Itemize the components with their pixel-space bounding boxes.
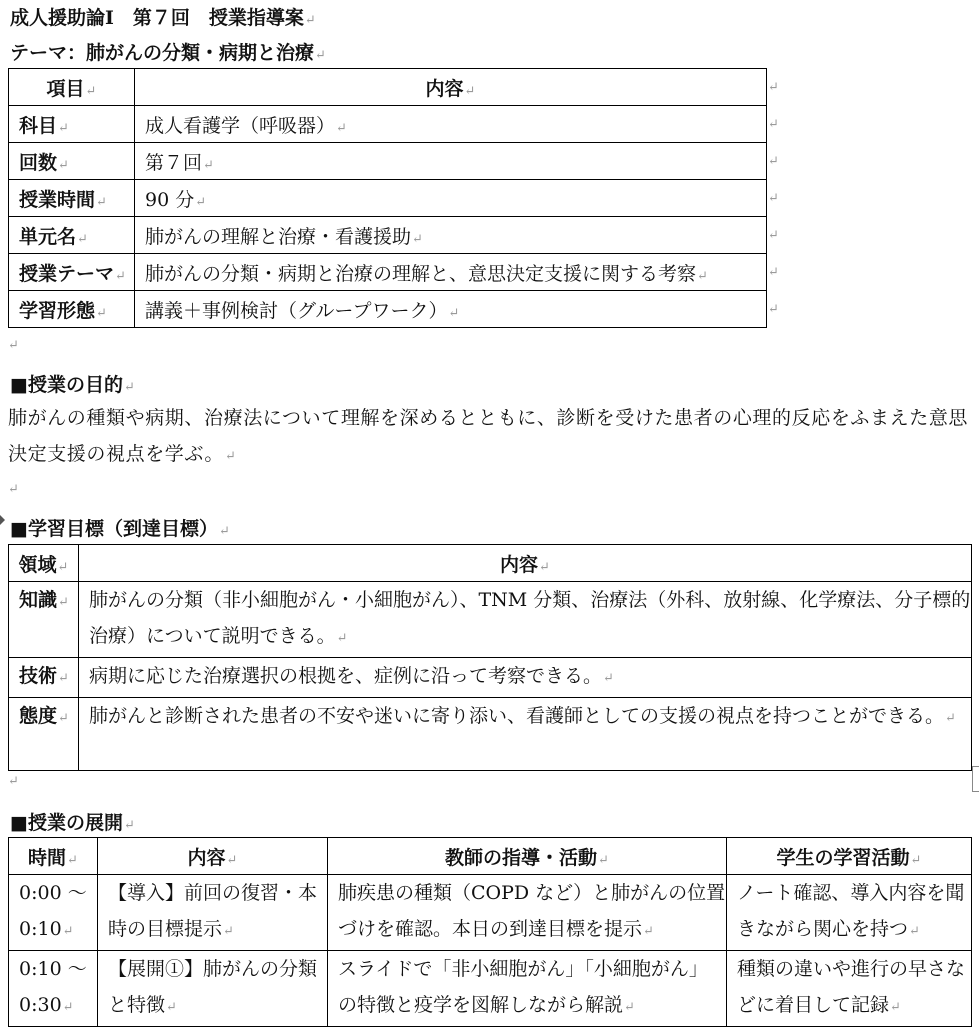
flow-table [8, 837, 972, 1027]
purpose-heading: ■授業の目的↵ [10, 374, 135, 396]
table-label-cell[interactable]: 科目↵ [9, 106, 135, 143]
table-anchor-icon[interactable] [0, 515, 5, 525]
empty-paragraph-mark: ↵ [8, 482, 19, 497]
table-header-row [9, 838, 972, 875]
table-value-cell[interactable]: 第７回↵ [135, 143, 767, 180]
empty-paragraph-mark: ↵ [8, 774, 19, 789]
table-label-cell[interactable]: 技術↵ [9, 658, 79, 698]
table-row [9, 254, 767, 291]
table-value-cell[interactable]: 講義＋事例検討（グループワーク）↵ [135, 291, 767, 328]
goals-heading: ■学習目標（到達目標）↵ [10, 518, 230, 540]
table-row [9, 658, 972, 698]
end-of-row-mark: ↵ [768, 228, 779, 243]
end-of-row-mark: ↵ [768, 154, 779, 169]
table-header-cell[interactable]: 教師の指導・活動↵ [328, 838, 727, 875]
table-label-cell[interactable]: 知識↵ [9, 582, 79, 658]
table-row [9, 698, 972, 771]
table-header-row [9, 69, 767, 106]
empty-paragraph-mark: ↵ [8, 338, 19, 353]
table-value-cell[interactable]: 肺がんの理解と治療・看護援助↵ [135, 217, 767, 254]
student-activity-cell[interactable]: ノート確認、導入内容を聞きながら関心を持つ↵ [727, 875, 972, 951]
table-resize-handle[interactable] [972, 766, 979, 792]
end-of-row-mark: ↵ [768, 191, 779, 206]
flow-heading: ■授業の展開↵ [10, 812, 135, 834]
table-value-cell[interactable]: 成人看護学（呼吸器）↵ [135, 106, 767, 143]
table-header-cell[interactable]: 時間↵ [9, 838, 98, 875]
table-header-cell[interactable]: 項目↵ [9, 69, 135, 106]
table-row [9, 180, 767, 217]
table-row [9, 582, 972, 658]
table-header-cell[interactable]: 内容↵ [98, 838, 328, 875]
end-of-row-mark: ↵ [768, 265, 779, 280]
table-label-cell[interactable]: 単元名↵ [9, 217, 135, 254]
table-label-cell[interactable]: 授業時間↵ [9, 180, 135, 217]
table-label-cell[interactable]: 回数↵ [9, 143, 135, 180]
table-value-cell[interactable]: 90 分↵ [135, 180, 767, 217]
table-row [9, 291, 767, 328]
table-header-cell[interactable]: 学生の学習活動↵ [727, 838, 972, 875]
table-row [9, 143, 767, 180]
student-activity-cell[interactable]: 種類の違いや進行の早さなどに着目して記録↵ [727, 951, 972, 1027]
table-header-row [9, 545, 972, 582]
table-value-cell[interactable]: 肺がんの分類・病期と治療の理解と、意思決定支援に関する考察↵ [135, 254, 767, 291]
document-theme: テーマ：肺がんの分類・病期と治療↵ [10, 42, 326, 64]
table-row [9, 217, 767, 254]
table-label-cell[interactable]: 態度↵ [9, 698, 79, 771]
table-row [9, 951, 972, 1027]
table-row [9, 106, 767, 143]
teacher-activity-cell[interactable]: スライドで「非小細胞がん」「小細胞がん」の特徴と疫学を図解しながら解説↵ [328, 951, 727, 1027]
table-header-cell[interactable]: 領域↵ [9, 545, 79, 582]
purpose-text[interactable]: 肺がんの種類や病期、治療法について理解を深めるとともに、診断を受けた患者の心理的反応をふまえた意思決定支援の視点を学ぶ。↵ [8, 407, 969, 465]
content-cell[interactable]: 【展開①】肺がんの分類と特徴↵ [98, 951, 328, 1027]
goals-table [8, 544, 972, 771]
document-title: 成人援助論Ⅰ 第７回 授業指導案↵ [10, 7, 316, 29]
table-label-cell[interactable]: 学習形態↵ [9, 291, 135, 328]
table-header-cell[interactable]: 内容↵ [79, 545, 972, 582]
table-value-cell[interactable]: 病期に応じた治療選択の根拠を、症例に沿って考察できる。↵ [79, 658, 972, 698]
time-cell[interactable]: 0:00 ～ 0:10↵ [9, 875, 98, 951]
table-value-cell[interactable]: 肺がんと診断された患者の不安や迷いに寄り添い、看護師としての支援の視点を持つことができる。↵ [79, 698, 972, 771]
content-cell[interactable]: 【導入】前回の復習・本時の目標提示↵ [98, 875, 328, 951]
time-cell[interactable]: 0:10 ～ 0:30↵ [9, 951, 98, 1027]
end-of-row-mark: ↵ [768, 117, 779, 132]
teacher-activity-cell[interactable]: 肺疾患の種類（COPD など）と肺がんの位置づけを確認。本日の到達目標を提示↵ [328, 875, 727, 951]
table-value-cell[interactable]: 肺がんの分類（非小細胞がん・小細胞がん）、TNM 分類、治療法（外科、放射線、化学療法、分子標的治療）について説明できる。↵ [79, 582, 972, 658]
end-of-row-mark: ↵ [768, 302, 779, 317]
table-row [9, 875, 972, 951]
overview-table [8, 68, 767, 328]
table-header-cell[interactable]: 内容↵ [135, 69, 767, 106]
end-of-row-mark: ↵ [768, 80, 779, 95]
table-label-cell[interactable]: 授業テーマ↵ [9, 254, 135, 291]
